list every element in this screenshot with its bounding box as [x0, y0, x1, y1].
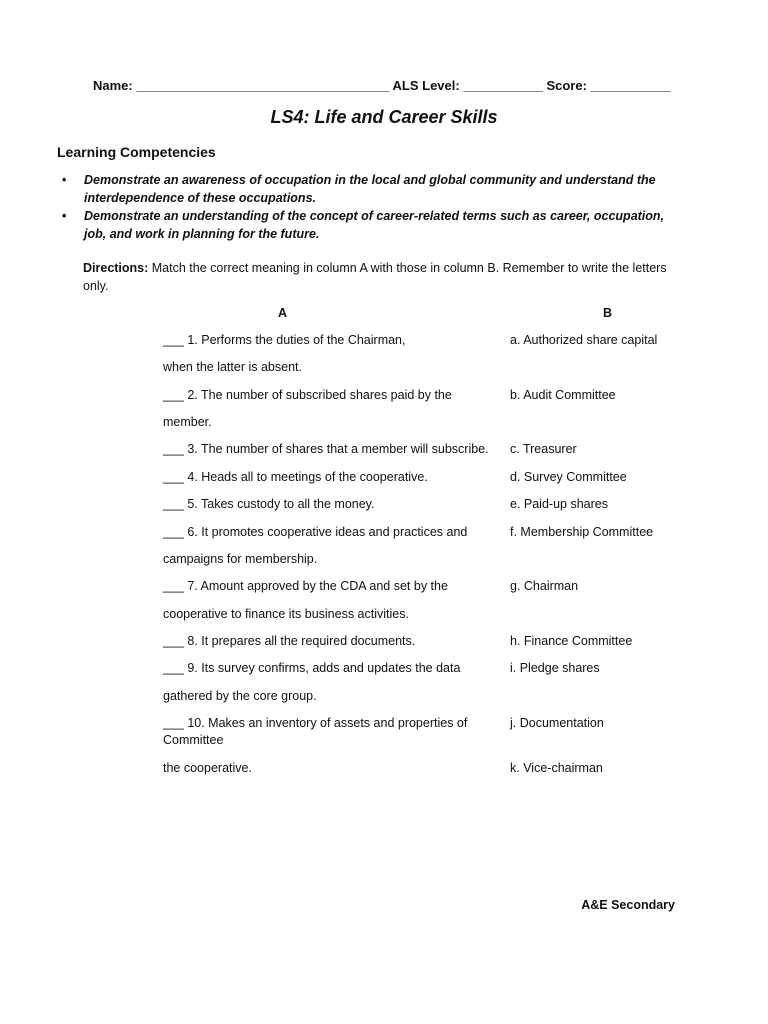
item-4-line: ___ 4. Heads all to meetings of the cooperative. — [163, 470, 428, 484]
footer-label: A&E Secondary — [581, 898, 675, 912]
competencies-list — [62, 171, 682, 243]
item-2-line: ___ 2. The number of subscribed shares paid by the — [163, 388, 452, 402]
directions-text: Match the correct meaning in column A with those in column B. Remember to write the letters only. — [83, 261, 667, 293]
student-info-line: Name: ___________________________________ ALS Level: ___________ Score: ___________ — [93, 78, 671, 93]
choice-b: b. Audit Committee — [510, 388, 616, 402]
item-9-continuation: gathered by the core group. — [163, 689, 317, 703]
choice-k: k. Vice-chairman — [510, 761, 603, 775]
item-1-continuation: when the latter is absent. — [163, 360, 302, 374]
column-a-heading: A — [278, 306, 288, 320]
item-7-line: ___ 7. Amount approved by the CDA and set by the — [163, 579, 448, 593]
directions-label: Directions: — [83, 261, 149, 275]
bullet-icon: • — [62, 173, 67, 187]
competency-item: • Demonstrate an understanding of the concept of career-related terms such as career, occupation, job, and work in planning for the future. — [62, 209, 665, 241]
item-10-line: ___ 10. Makes an inventory of assets and properties of — [163, 716, 468, 730]
choice-i: i. Pledge shares — [510, 661, 600, 675]
page-title: LS4: Life and Career Skills — [270, 107, 498, 127]
item-3-line: ___ 3. The number of shares that a member will subscribe. — [163, 442, 489, 456]
item-2-continuation: member. — [163, 415, 212, 429]
choice-f: f. Membership Committee — [510, 525, 654, 539]
choice-e: e. Paid-up shares — [510, 497, 608, 511]
competency-item: • Demonstrate an awareness of occupation in the local and global community and understand the interdependence of these occupations. — [62, 173, 656, 205]
choice-h: h. Finance Committee — [510, 634, 633, 648]
item-8-line: ___ 8. It prepares all the required documents. — [163, 634, 416, 648]
choice-a: a. Authorized share capital — [510, 333, 658, 347]
item-7-continuation: cooperative to finance its business activities. — [163, 607, 409, 621]
choice-g: g. Chairman — [510, 579, 579, 593]
item-10-overflow: Committee — [163, 733, 224, 747]
column-b-heading: B — [603, 306, 613, 320]
choice-j: j. Documentation — [510, 716, 604, 730]
choice-c: c. Treasurer — [510, 442, 577, 456]
directions — [83, 259, 683, 295]
competencies-heading: Learning Competencies — [57, 144, 216, 160]
item-10-continuation: the cooperative. — [163, 761, 252, 775]
choice-d: d. Survey Committee — [510, 470, 627, 484]
item-9-line: ___ 9. Its survey confirms, adds and updates the data — [163, 661, 461, 675]
item-5-line: ___ 5. Takes custody to all the money. — [163, 497, 375, 511]
bullet-icon: • — [62, 209, 67, 223]
item-1-line: ___ 1. Performs the duties of the Chairman, — [163, 333, 406, 347]
item-6-line: ___ 6. It promotes cooperative ideas and practices and — [163, 525, 468, 539]
item-6-continuation: campaigns for membership. — [163, 552, 318, 566]
